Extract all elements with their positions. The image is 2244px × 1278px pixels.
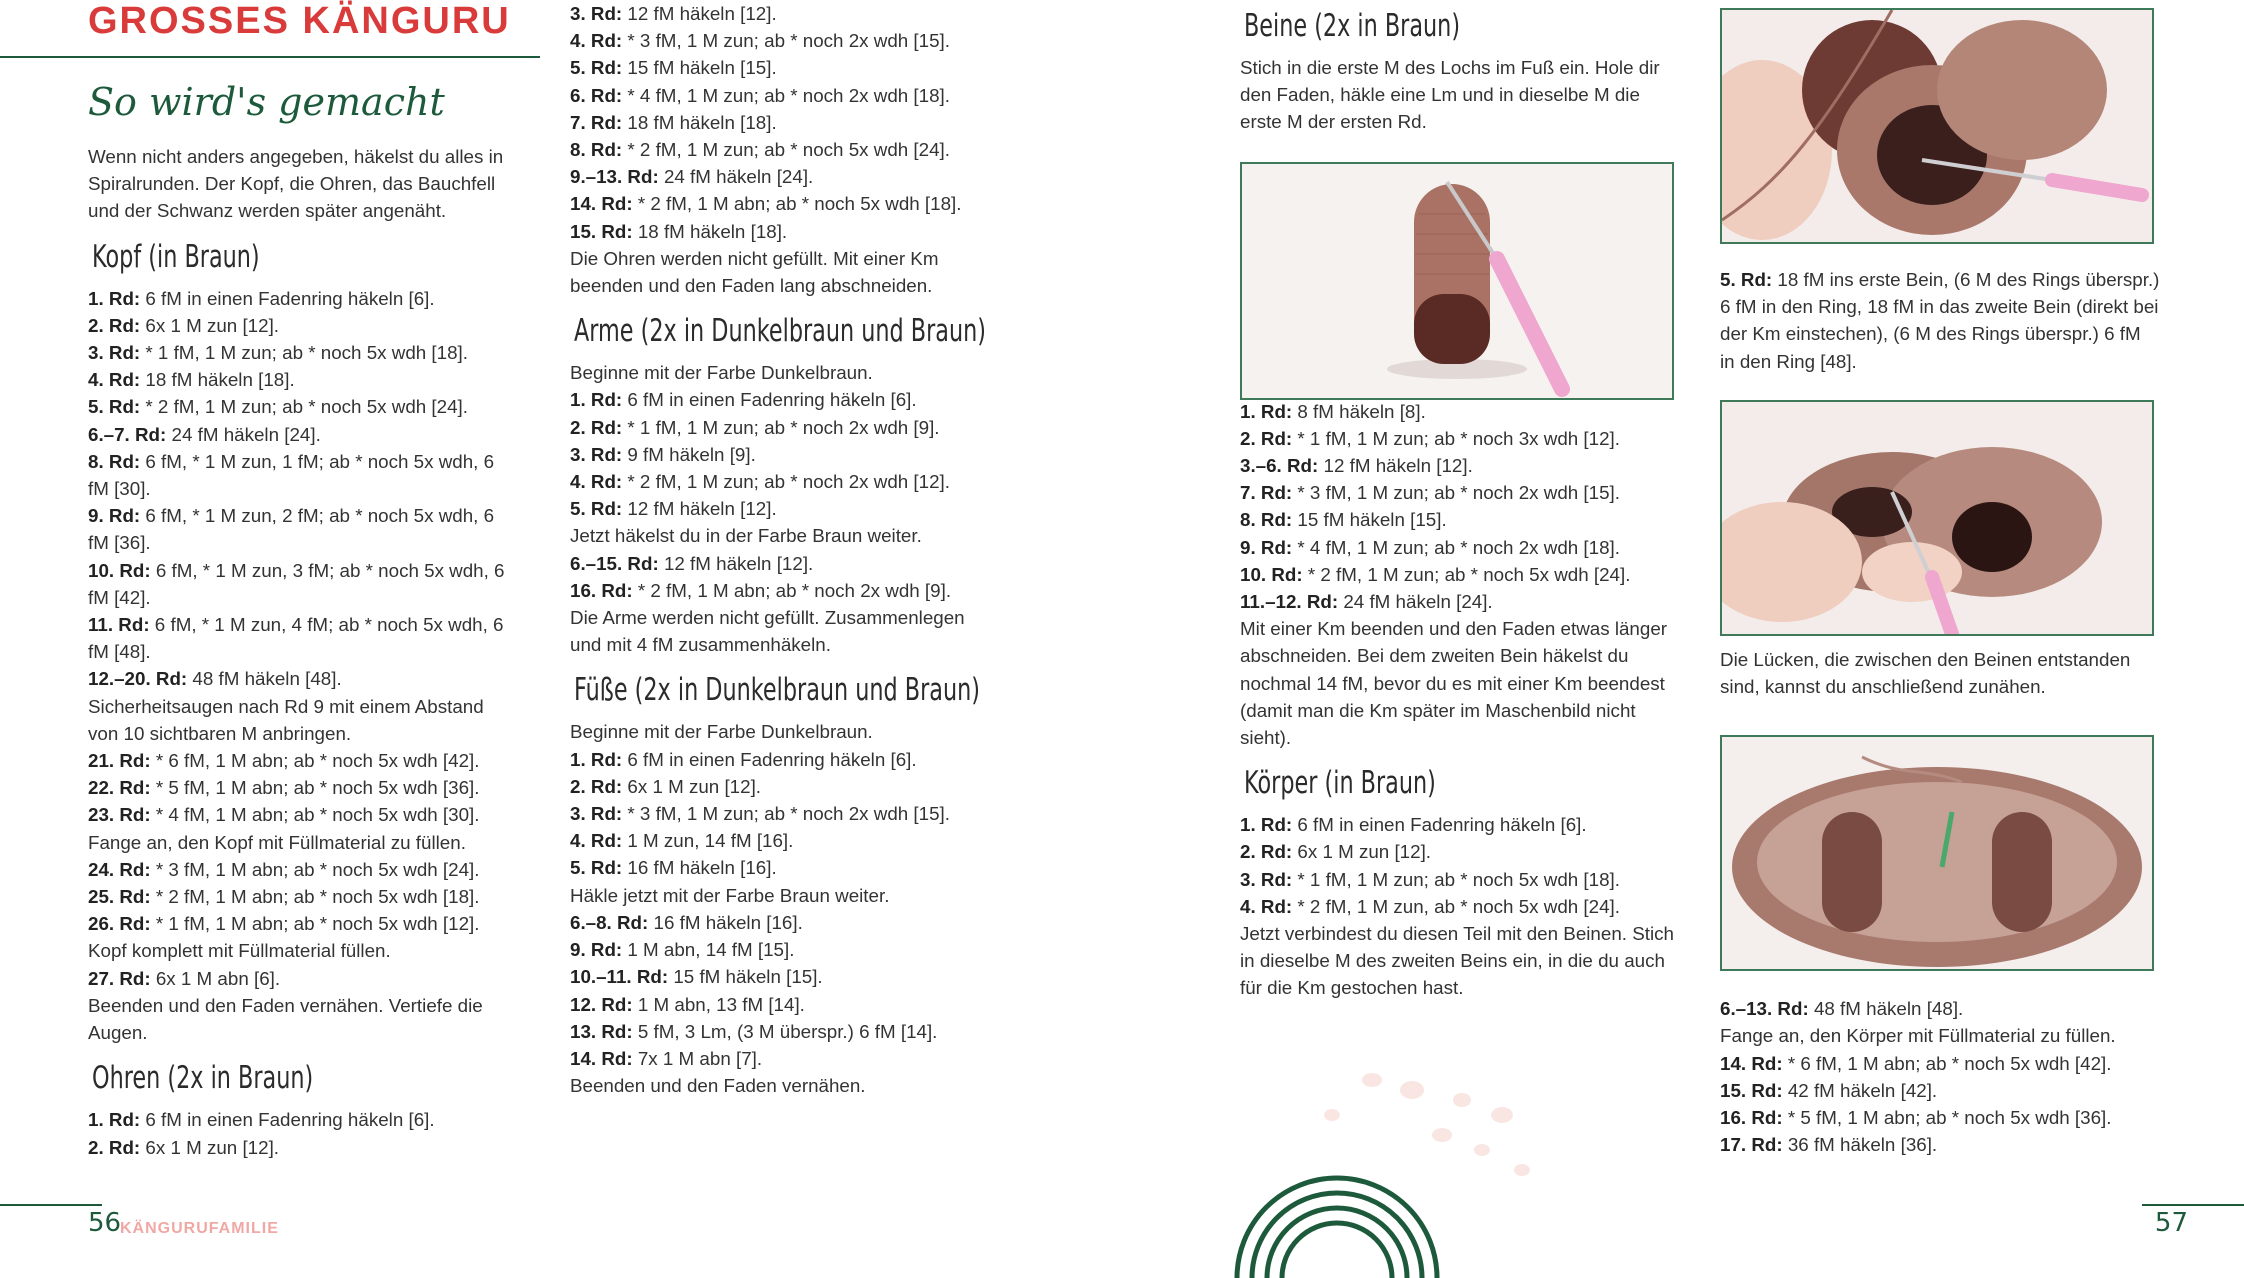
instruction-line xyxy=(1240,838,1680,865)
round-text: 16 fM häkeln [16]. xyxy=(622,857,777,879)
instruction-line xyxy=(570,386,1000,413)
round-text: Jetzt häkelst du in der Farbe Braun weiter. xyxy=(570,525,922,547)
leg-illustration xyxy=(1242,164,1672,398)
round-label: 4. Rd: xyxy=(570,830,623,852)
round-label: 2. Rd: xyxy=(570,775,623,797)
round-text: Beenden und den Faden vernähen. Vertiefe die Augen. xyxy=(88,994,483,1044)
round-label: 1. Rd: xyxy=(88,1109,141,1131)
round-text: Die Arme werden nicht gefüllt. Zusammenlegen und mit 4 fM zusammenhäkeln. xyxy=(570,607,965,656)
instruction-line xyxy=(1720,1022,2160,1049)
instruction-line xyxy=(1240,615,1680,751)
instruction-line xyxy=(88,856,518,883)
round-text: * 4 fM, 1 M zun; ab * noch 2x wdh [18]. xyxy=(622,84,950,106)
instruction-line xyxy=(570,854,1000,881)
ohren-heading: Ohren (2x in Braun) xyxy=(92,1060,314,1097)
round-text: 1 M abn, 13 fM [14]. xyxy=(632,993,805,1015)
round-label: 4. Rd: xyxy=(570,471,623,493)
instruction-line xyxy=(1240,866,1680,893)
instruction-line xyxy=(570,604,1000,658)
round-label: 25. Rd: xyxy=(88,886,151,908)
round-label: 3. Rd: xyxy=(1240,868,1293,890)
body-steps xyxy=(1720,995,2160,1158)
round-text: * 1 fM, 1 M zun; ab * noch 5x wdh [18]. xyxy=(1292,868,1620,890)
round-text: 15 fM häkeln [15]. xyxy=(1292,509,1447,531)
round-text: 1 M zun, 14 fM [16]. xyxy=(622,830,794,852)
round-text: 1 M abn, 14 fM [15]. xyxy=(622,939,795,961)
round-label: 8. Rd: xyxy=(1240,509,1293,531)
round-label: 22. Rd: xyxy=(88,777,151,799)
chapter-name: KÄNGURUFAMILIE xyxy=(120,1220,279,1237)
instruction-line xyxy=(570,991,1000,1018)
instruction-line xyxy=(88,1106,518,1133)
instruction-line xyxy=(570,800,1000,827)
instruction-line xyxy=(88,747,518,774)
round-text: * 2 fM, 1 M zun; ab * noch 5x wdh [24]. xyxy=(140,396,468,418)
page-number-left: 56 xyxy=(88,1208,122,1238)
section-heading: So wird's gemacht xyxy=(88,80,445,124)
round-text: Fange an, den Körper mit Füllmaterial zu füllen. xyxy=(1720,1025,2116,1047)
round-label: 6.–7. Rd: xyxy=(88,423,167,445)
instruction-line xyxy=(1240,479,1680,506)
round-text: * 2 fM, 1 M abn; ab * noch 5x wdh [18]. xyxy=(632,193,962,215)
instruction-line xyxy=(1240,561,1680,588)
round-text: * 1 fM, 1 M abn; ab * noch 5x wdh [12]. xyxy=(150,913,480,935)
instruction-line xyxy=(570,1072,1000,1099)
instruction-line xyxy=(88,393,518,420)
instruction-line xyxy=(570,136,1000,163)
instruction-line xyxy=(88,992,518,1046)
photo-legs-joined xyxy=(1720,8,2154,244)
round-label: 9. Rd: xyxy=(570,939,623,961)
instruction-line xyxy=(88,665,518,692)
round-label: 14. Rd: xyxy=(570,1047,633,1069)
instruction-line xyxy=(1240,588,1680,615)
instruction-line xyxy=(88,502,518,556)
round-text: 9 fM häkeln [9]. xyxy=(622,443,756,465)
round-text: Häkle jetzt mit der Farbe Braun weiter. xyxy=(570,884,890,906)
round-text: * 3 fM, 1 M zun; ab * noch 2x wdh [15]. xyxy=(622,803,950,825)
instruction-line xyxy=(88,448,518,502)
instruction-line xyxy=(570,577,1000,604)
ohren-steps-cont xyxy=(570,0,1000,299)
round-text: 6 fM in einen Fadenring häkeln [6]. xyxy=(622,389,917,411)
round-label: 9.–13. Rd: xyxy=(570,166,659,188)
round-label: 11. Rd: xyxy=(88,614,150,636)
instruction-line xyxy=(88,312,518,339)
round-text: Jetzt verbindest du diesen Teil mit den Beinen. Stich in dieselbe M des zweiten Beins ein, in die du auch für die Km gestochen hast. xyxy=(1240,923,1674,999)
round-label: 9. Rd: xyxy=(1240,536,1293,558)
round-label: 26. Rd: xyxy=(88,913,151,935)
instruction-line xyxy=(570,0,1000,27)
round-text: 24 fM häkeln [24]. xyxy=(166,423,321,445)
round-text: * 2 fM, 1 M zun; ab * noch 5x wdh [24]. xyxy=(1302,563,1631,585)
round-label: 10. Rd: xyxy=(88,559,151,581)
round-text: 5 fM, 3 Lm, (3 M überspr.) 6 fM [14]. xyxy=(632,1020,938,1042)
joining-illustration xyxy=(1722,402,2152,634)
round-label: 5. Rd: xyxy=(570,498,623,520)
round-label: 16. Rd: xyxy=(570,579,633,601)
instruction-line xyxy=(1720,995,2160,1022)
round-text: 12 fM häkeln [12]. xyxy=(1318,455,1473,477)
instruction-line xyxy=(1240,452,1680,479)
round-text: * 5 fM, 1 M abn; ab * noch 5x wdh [36]. xyxy=(150,777,480,799)
round-text: 6 fM, * 1 M zun, 2 fM; ab * noch 5x wdh, 6 fM [36]. xyxy=(88,505,495,554)
instruction-line xyxy=(570,1018,1000,1045)
decorative-rainbow xyxy=(1232,1060,1532,1278)
round-label: 14. Rd: xyxy=(1720,1052,1783,1074)
fuesse-steps xyxy=(570,718,1000,1099)
right-column-1 xyxy=(1240,0,1680,1002)
round-text: * 2 fM, 1 M abn; ab * noch 5x wdh [18]. xyxy=(150,886,480,908)
round-text: 6 fM in einen Fadenring häkeln [6]. xyxy=(622,748,917,770)
instruction-line xyxy=(1240,893,1680,920)
instruction-line xyxy=(88,829,518,856)
page-number-right: 57 xyxy=(2154,1208,2188,1238)
photo-leg-crochet xyxy=(1240,162,1674,400)
round-text: 12 fM häkeln [12]. xyxy=(622,498,777,520)
round-label: 2. Rd: xyxy=(1240,841,1293,863)
round-label: 4. Rd: xyxy=(1240,895,1293,917)
round-text: 6 fM in einen Fadenring häkeln [6]. xyxy=(140,287,435,309)
round-label: 1. Rd: xyxy=(570,389,623,411)
round-text: * 4 fM, 1 M abn; ab * noch 5x wdh [30]. xyxy=(150,804,480,826)
instruction-line xyxy=(570,468,1000,495)
round-label: 2. Rd: xyxy=(1240,427,1293,449)
body-illustration xyxy=(1722,737,2152,969)
round-label: 1. Rd: xyxy=(1240,814,1293,836)
round-label: 5. Rd: xyxy=(570,857,623,879)
round-label: 3. Rd: xyxy=(570,3,623,24)
round-text: Die Ohren werden nicht gefüllt. Mit einer Km beenden und den Faden lang abschneiden. xyxy=(570,247,939,297)
round-label: 24. Rd: xyxy=(88,858,151,880)
round-label: 21. Rd: xyxy=(88,750,151,772)
instruction-line xyxy=(570,441,1000,468)
round-label: 4. Rd: xyxy=(570,30,623,52)
round-text: 6x 1 M zun [12]. xyxy=(1292,841,1432,863)
instruction-line xyxy=(88,366,518,393)
round-text: 6 fM, * 1 M zun, 3 fM; ab * noch 5x wdh, 6 fM [42]. xyxy=(88,559,505,608)
right-page xyxy=(1122,0,2244,1278)
round-label: 6.–15. Rd: xyxy=(570,552,659,574)
intro-text: Wenn nicht anders angegeben, häkelst du alles in Spiralrunden. Der Kopf, die Ohren, das Bauchfell und der Schwanz werden später angenäht. xyxy=(88,146,504,222)
round-label: 14. Rd: xyxy=(570,193,633,215)
instruction-line xyxy=(88,693,518,747)
round-text: 8 fM häkeln [8]. xyxy=(1292,400,1426,422)
instruction-line xyxy=(1720,1050,2160,1077)
instruction-line xyxy=(570,963,1000,990)
round-text: 15 fM häkeln [15]. xyxy=(668,966,823,988)
round-label: 10. Rd: xyxy=(1240,563,1303,585)
round-label: 17. Rd: xyxy=(1720,1134,1783,1156)
round-text: 15 fM häkeln [15]. xyxy=(622,57,777,79)
instruction-line xyxy=(1240,398,1680,425)
round-text: * 4 fM, 1 M zun; ab * noch 2x wdh [18]. xyxy=(1292,536,1620,558)
instruction-line xyxy=(570,882,1000,909)
round-text: * 6 fM, 1 M abn; ab * noch 5x wdh [42]. xyxy=(150,750,480,772)
round-text: Fange an, den Kopf mit Füllmaterial zu füllen. xyxy=(88,831,466,853)
round-text: * 2 fM, 1 M zun, ab * noch 5x wdh [24]. xyxy=(1292,895,1620,917)
instruction-line xyxy=(570,495,1000,522)
instruction-line xyxy=(570,359,1000,386)
round-label: 2. Rd: xyxy=(570,416,623,438)
instruction-line xyxy=(570,82,1000,109)
instruction-line xyxy=(88,1134,518,1161)
round-text: * 2 fM, 1 M abn; ab * noch 2x wdh [9]. xyxy=(632,579,952,601)
instruction-line xyxy=(570,773,1000,800)
round-text: * 3 fM, 1 M zun; ab * noch 2x wdh [15]. xyxy=(1292,482,1620,504)
round-label: 3. Rd: xyxy=(570,443,623,465)
beine-steps xyxy=(1240,398,1680,752)
title-divider xyxy=(0,56,540,58)
round-label: 2. Rd: xyxy=(88,1136,141,1158)
round-text: 42 fM häkeln [42]. xyxy=(1782,1079,1938,1101)
round-label: 12.–20. Rd: xyxy=(88,668,188,690)
instruction-line xyxy=(1240,506,1680,533)
round-label: 16. Rd: xyxy=(1720,1107,1783,1129)
instruction-line xyxy=(1720,1077,2160,1104)
round-text: Beenden und den Faden vernähen. xyxy=(570,1075,866,1097)
instruction-line xyxy=(570,218,1000,245)
instruction-line xyxy=(1720,1131,2160,1158)
round-label: 7. Rd: xyxy=(1240,482,1293,504)
round-label: 2. Rd: xyxy=(88,314,141,336)
round-text: 6x 1 M zun [12]. xyxy=(140,314,280,336)
instruction-line xyxy=(570,109,1000,136)
photo-joining-legs xyxy=(1720,400,2154,636)
round-label: 15. Rd: xyxy=(570,220,633,242)
round-text: * 6 fM, 1 M abn; ab * noch 5x wdh [42]. xyxy=(1782,1052,2112,1074)
kopf-steps xyxy=(88,285,518,1047)
round-label: 5. Rd: xyxy=(570,57,623,79)
instruction-line xyxy=(570,163,1000,190)
round-label: 1. Rd: xyxy=(1240,400,1293,422)
arme-heading: Arme (2x in Dunkelbraun und Braun) xyxy=(574,313,986,350)
round-label: 8. Rd: xyxy=(88,450,141,472)
instruction-line xyxy=(570,827,1000,854)
round-text: 24 fM häkeln [24]. xyxy=(658,166,814,188)
photo-body-bottom xyxy=(1720,735,2154,971)
beine-heading: Beine (2x in Braun) xyxy=(1244,8,1461,44)
round-text: 12 fM häkeln [12]. xyxy=(658,552,814,574)
gap-note: Die Lücken, die zwischen den Beinen entstanden sind, kannst du anschließend zunähen. xyxy=(1720,648,2131,698)
round-text: Beginne mit der Farbe Dunkelbraun. xyxy=(570,721,873,743)
instruction-line xyxy=(88,421,518,448)
round-label: 1. Rd: xyxy=(88,287,141,309)
page-title: GROSSES KÄNGURU xyxy=(88,0,511,42)
instruction-line xyxy=(88,611,518,665)
round-label: 3. Rd: xyxy=(88,342,141,364)
instruction-line xyxy=(1240,534,1680,561)
round-label: 9. Rd: xyxy=(88,505,141,527)
round-text: 18 fM häkeln [18]. xyxy=(140,369,295,391)
instruction-line xyxy=(1240,920,1680,1002)
round-text: 6x 1 M zun [12]. xyxy=(140,1136,280,1158)
round-text: * 3 fM, 1 M zun; ab * noch 2x wdh [15]. xyxy=(622,30,950,52)
arme-steps xyxy=(570,359,1000,658)
instruction-line xyxy=(570,522,1000,549)
round-text: 6 fM in einen Fadenring häkeln [6]. xyxy=(1292,814,1587,836)
round-text: Beginne mit der Farbe Dunkelbraun. xyxy=(570,362,873,384)
instruction-line xyxy=(570,1045,1000,1072)
round-label: 23. Rd: xyxy=(88,804,151,826)
round-text: 18 fM häkeln [18]. xyxy=(622,111,777,133)
instruction-line xyxy=(570,27,1000,54)
left-column-1 xyxy=(88,143,518,1161)
round-text: * 2 fM, 1 M zun; ab * noch 2x wdh [12]. xyxy=(622,471,950,493)
round-label: 3. Rd: xyxy=(570,803,623,825)
instruction-line xyxy=(88,965,518,992)
round-label: 8. Rd: xyxy=(570,139,623,161)
instruction-line xyxy=(570,54,1000,81)
round-text: 24 fM häkeln [24]. xyxy=(1338,591,1493,613)
instruction-line xyxy=(88,937,518,964)
round-text: 6 fM in einen Fadenring häkeln [6]. xyxy=(140,1109,435,1131)
round-text: 16 fM häkeln [16]. xyxy=(648,911,803,933)
round-text: * 1 fM, 1 M zun; ab * noch 2x wdh [9]. xyxy=(622,416,940,438)
round-text: Kopf komplett mit Füllmaterial füllen. xyxy=(88,940,391,962)
round-label: 6.–13. Rd: xyxy=(1720,998,1809,1020)
round-text: 7x 1 M abn [7]. xyxy=(632,1047,763,1069)
round-text: * 1 fM, 1 M zun; ab * noch 5x wdh [18]. xyxy=(140,342,468,364)
round-label: 7. Rd: xyxy=(570,111,623,133)
round-text: 6 fM, * 1 M zun, 4 fM; ab * noch 5x wdh, 6 fM [48]. xyxy=(88,614,504,663)
instruction-line xyxy=(570,718,1000,745)
instruction-line xyxy=(88,339,518,366)
instruction-line xyxy=(1240,425,1680,452)
footer-rule-left xyxy=(0,1204,102,1206)
instruction-line xyxy=(570,414,1000,441)
round-text: 6x 1 M zun [12]. xyxy=(622,775,762,797)
instruction-line xyxy=(88,801,518,828)
instruction-line xyxy=(1240,811,1680,838)
koerper-heading: Körper (in Braun) xyxy=(1244,765,1436,802)
instruction-line xyxy=(570,746,1000,773)
round-text: 6x 1 M abn [6]. xyxy=(150,967,281,989)
instruction-line xyxy=(88,557,518,611)
round-label: 15. Rd: xyxy=(1720,1079,1783,1101)
ohren-steps xyxy=(88,1106,518,1160)
round-text: Mit einer Km beenden und den Faden etwas länger abschneiden. Bei dem zweiten Bein häkelst du nochmal 14 fM, bevor du es mit einer Km beendest (damit man die Km später im Maschenbild nicht sieht). xyxy=(1240,618,1668,749)
round-label: 10.–11. Rd: xyxy=(570,966,669,988)
round-text: 36 fM häkeln [36]. xyxy=(1782,1134,1938,1156)
round-text: 48 fM häkeln [48]. xyxy=(187,668,342,690)
round-text: Sicherheitsaugen nach Rd 9 mit einem Abstand von 10 sichtbaren M anbringen. xyxy=(88,695,484,744)
beine-intro: Stich in die erste M des Lochs im Fuß ein. Hole dir den Faden, häkle eine Lm und in dieselbe M die erste M der ersten Rd. xyxy=(1240,57,1660,133)
instruction-line xyxy=(88,285,518,312)
instruction-line xyxy=(88,910,518,937)
round-label: 6. Rd: xyxy=(570,84,623,106)
round-text: * 2 fM, 1 M zun; ab * noch 5x wdh [24]. xyxy=(622,139,950,161)
instruction-line xyxy=(88,883,518,910)
round-text: 48 fM häkeln [48]. xyxy=(1808,998,1964,1020)
footer-rule-right xyxy=(2142,1204,2244,1206)
round-text: 6 fM, * 1 M zun, 1 fM; ab * noch 5x wdh, 6 fM [30]. xyxy=(88,450,495,500)
round-text: 18 fM häkeln [18]. xyxy=(632,220,788,242)
koerper-steps xyxy=(1240,811,1680,1001)
fuesse-heading: Füße (2x in Dunkelbraun und Braun) xyxy=(574,672,980,709)
instruction-line xyxy=(570,936,1000,963)
instruction-line xyxy=(570,245,1000,299)
round-text: 12 fM häkeln [12]. xyxy=(622,3,777,24)
round-label: 11.–12. Rd: xyxy=(1240,591,1339,613)
round-label: 12. Rd: xyxy=(570,993,633,1015)
round-text: * 3 fM, 1 M abn; ab * noch 5x wdh [24]. xyxy=(150,858,480,880)
left-column-2 xyxy=(570,0,1000,1099)
round-label: 6.–8. Rd: xyxy=(570,911,649,933)
legs-illustration xyxy=(1722,10,2152,242)
round-label: 5. Rd: xyxy=(88,396,141,418)
instruction-line xyxy=(88,774,518,801)
instruction-line xyxy=(570,909,1000,936)
round-text: * 5 fM, 1 M abn; ab * noch 5x wdh [36]. xyxy=(1782,1107,2112,1129)
round-text: * 1 fM, 1 M zun; ab * noch 3x wdh [12]. xyxy=(1292,427,1620,449)
round-label: 1. Rd: xyxy=(570,748,623,770)
round-5-text: 5. Rd: 18 fM ins erste Bein, (6 M des Rings überspr.) 6 fM in den Ring, 18 fM in das zweite Bein (direkt bei der Km einstechen), (6 M des Rings überspr.) 6 fM in den Ring [48]. xyxy=(1720,269,2160,372)
instruction-line xyxy=(1720,1104,2160,1131)
instruction-line xyxy=(570,550,1000,577)
kopf-heading: Kopf (in Braun) xyxy=(92,238,260,275)
round-label: 4. Rd: xyxy=(88,369,141,391)
instruction-line xyxy=(570,190,1000,217)
round-label: 27. Rd: xyxy=(88,967,151,989)
round-label: 13. Rd: xyxy=(570,1020,633,1042)
round-label: 3.–6. Rd: xyxy=(1240,455,1319,477)
